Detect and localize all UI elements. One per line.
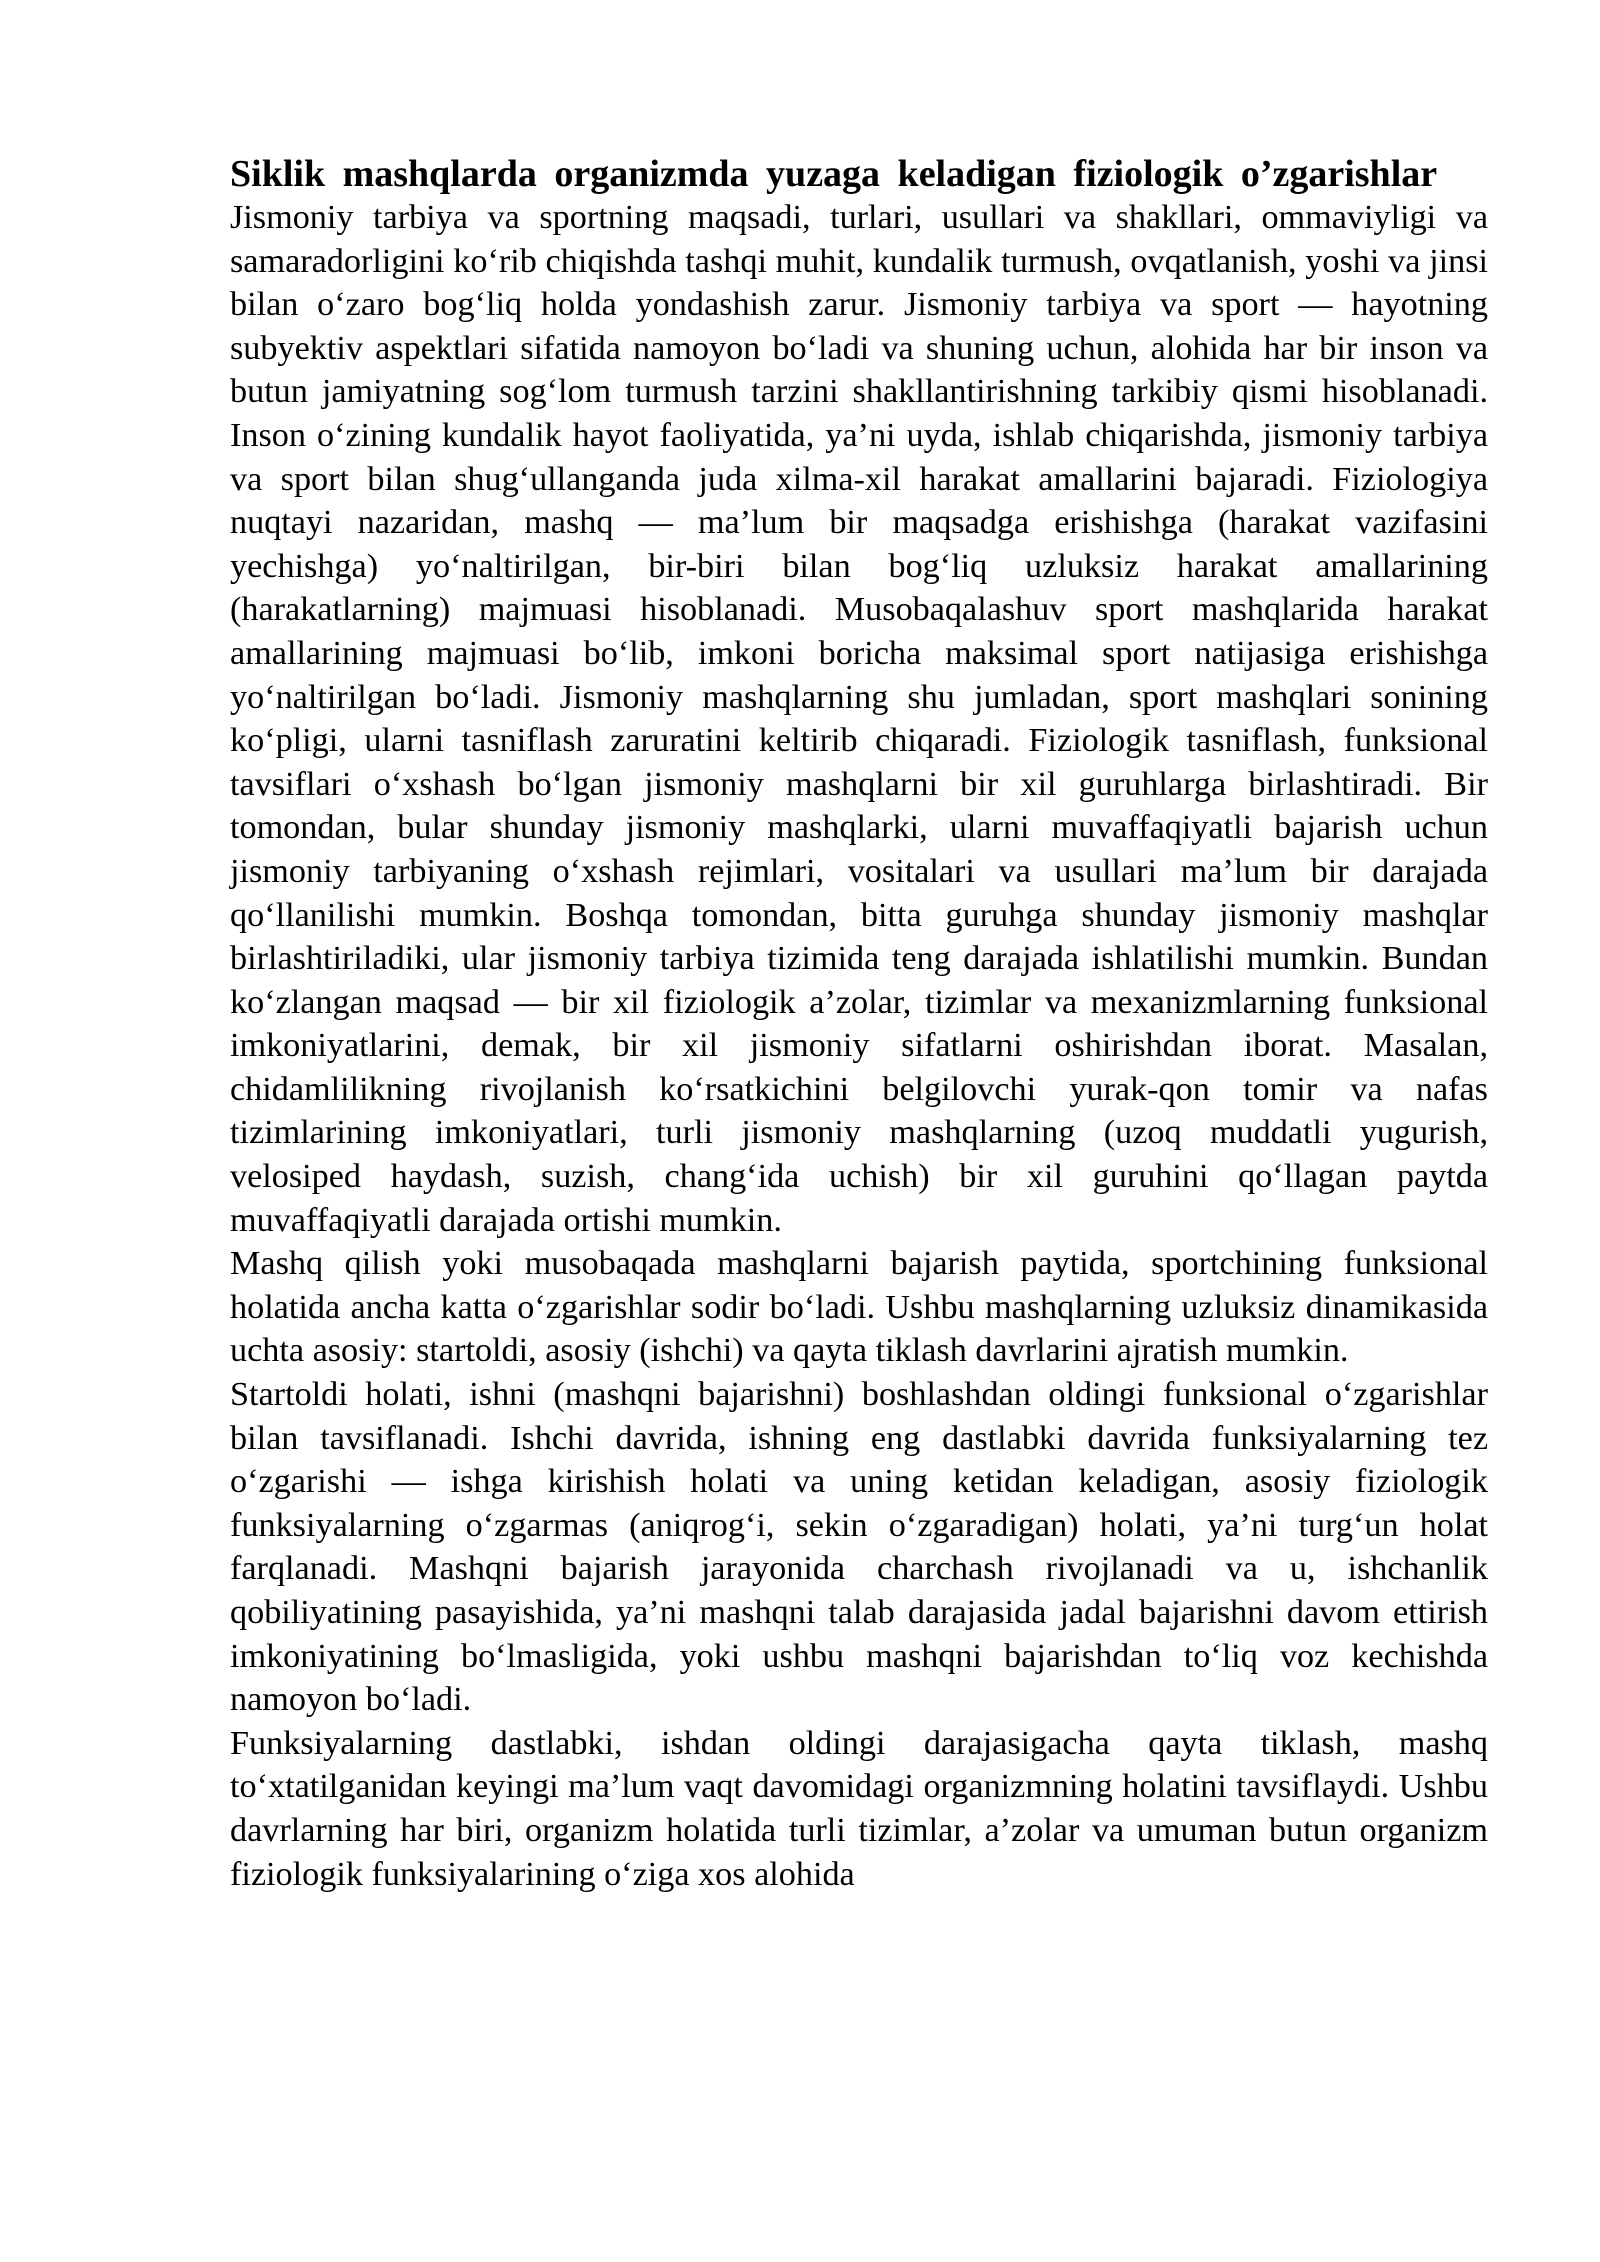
paragraph-4: Funksiyalarning dastlabki, ishdan oldingi darajasigacha qayta tiklash, mashq to‘xtatilganidan keyingi ma’lum vaqt davomidagi organizmning holatini tavsiflaydi. Ushbu davrlarning har biri, organizm holatida turli tizimlar, a’zolar va umuman butun organizm fiziologik funksiyalarining o‘ziga xos alohida [230, 1724, 1488, 1893]
paragraph-2: Mashq qilish yoki musobaqada mashqlarni bajarish paytida, sportchining funksional holatida ancha katta o‘zgarishlar sodir bo‘ladi. Ushbu mashqlarning uzluksiz dinamikasida uchta asosiy: startoldi, asosiy (ishchi) va qayta tiklash davrlarini ajratish mumkin. [230, 1245, 1488, 1370]
paragraph-1: Jismoniy tarbiya va sportning maqsadi, turlari, usullari va shakllari, ommaviyligi va samaradorligini ko‘rib chiqishda tashqi muhit, kundalik turmush, ovqatlanish, yoshi va jinsi bilan o‘zaro bog‘liq holda yondashish zarur. Jismoniy tarbiya va sport — hayotning subyektiv aspektlari sifatida namoyon bo‘ladi va shuning uchun, alohida har bir inson va butun jamiyatning sog‘lom turmush tarzini shakllantirishning tarkibiy qismi hisoblanadi. Inson o‘zining kundalik hayot faoliyatida, ya’ni uyda, ishlab chiqarishda, jismoniy tarbiya va sport bilan shug‘ullanganda juda xilma-xil harakat amallarini bajaradi. Fiziologiya nuqtayi nazaridan, mashq — ma’lum bir maqsadga erishishga (harakat vazifasini yechishga) yo‘naltirilgan, bir-biri bilan bog‘liq uzluksiz harakat amallarining (harakatlarning) majmuasi hisoblanadi. Musobaqalashuv sport mashqlarida harakat amallarining majmuasi bo‘lib, imkoni boricha maksimal sport natijasiga erishishga yo‘naltirilgan bo‘ladi. Jismoniy mashqlarning shu jumladan, sport mashqlari sonining ko‘pligi, ularni tasniflash zaruratini keltirib chiqaradi. Fiziologik tasniflash, funksional tavsiflari o‘xshash bo‘lgan jismoniy mashqlarni bir xil guruhlarga birlashtiradi. Bir tomondan, bular shunday jismoniy mashqlarki, ularni muvaffaqiyatli bajarish uchun jismoniy tarbiyaning o‘xshash rejimlari, vositalari va usullari ma’lum bir darajada qo‘llanilishi mumkin. Boshqa tomondan, bitta guruhga shunday jismoniy mashqlar birlashtiriladiki, ular jismoniy tarbiya tizimida teng darajada ishlatilishi mumkin. Bundan ko‘zlangan maqsad — bir xil fiziologik a’zolar, tizimlar va mexanizmlarning funksional imkoniyatlarini, demak, bir xil jismoniy sifatlarni oshirishdan iborat. Masalan, chidamlilikning rivojlanish ko‘rsatkichini belgilovchi yurak-qon tomir va nafas tizimlarining imkoniyatlari, turli jismoniy mashqlarning (uzoq muddatli yugurish, velosiped haydash, suzish, chang‘ida uchish) bir xil guruhini qo‘llagan paytda muvaffaqiyatli darajada ortishi mumkin. [230, 199, 1488, 1239]
document-title: Siklik mashqlarda organizmda yuzaga keladigan fiziologik o’zgarishlar [230, 153, 1438, 195]
document-body [230, 152, 1488, 1896]
paragraph-3: Startoldi holati, ishni (mashqni bajarishni) boshlashdan oldingi funksional o‘zgarishlar bilan tavsiflanadi. Ishchi davrida, ishning eng dastlabki davrida funksiyalarning tez o‘zgarishi — ishga kirishish holati va uning ketidan keladigan, asosiy fiziologik funksiyalarning o‘zgarmas (aniqrog‘i, sekin o‘zgaradigan) holati, ya’ni turg‘un holat farqlanadi. Mashqni bajarish jarayonida charchash rivojlanadi va u, ishchanlik qobiliyatining pasayishida, ya’ni mashqni talab darajasida jadal bajarishni davom ettirish imkoniyatining bo‘lmasligida, yoki ushbu mashqni bajarishdan to‘liq voz kechishda namoyon bo‘ladi. [230, 1376, 1488, 1719]
